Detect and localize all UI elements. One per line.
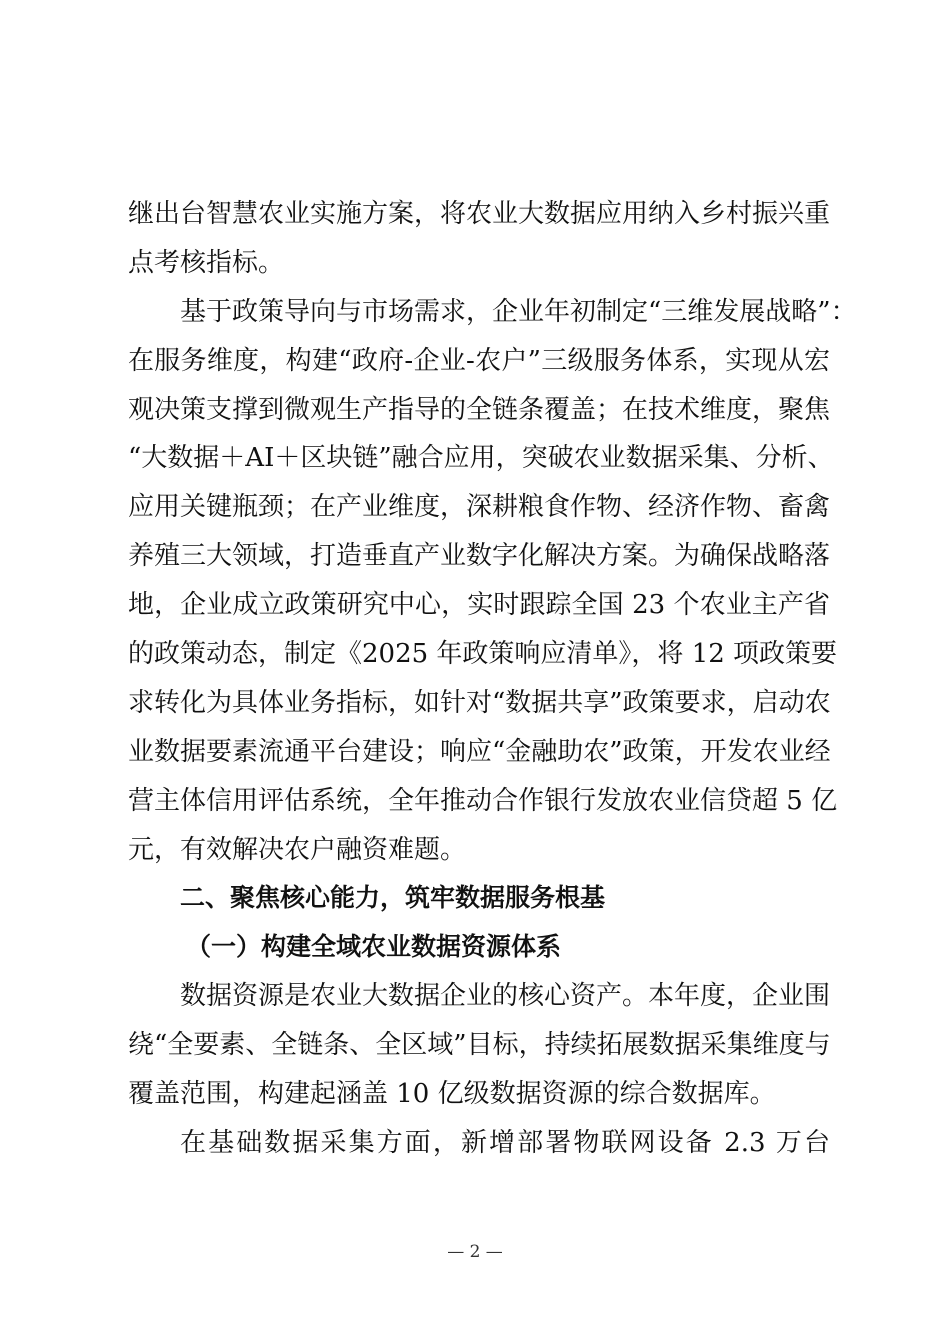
body-line: 求转化为具体业务指标，如针对“数据共享”政策要求，启动农 — [128, 687, 831, 718]
body-line: 的政策动态，制定《2025 年政策响应清单》，将 12 项政策要 — [128, 639, 838, 670]
body-line: 养殖三大领域，打造垂直产业数字化解决方案。为确保战略落 — [128, 541, 831, 572]
body-line: 元，有效解决农户融资难题。 — [128, 834, 467, 865]
body-line: 数据资源是农业大数据企业的核心资产。本年度，企业围 — [180, 981, 831, 1012]
body-line: 应用关键瓶颈；在产业维度，深耕粮食作物、经济作物、畜禽 — [128, 492, 831, 523]
subsection-heading: （一）构建全域农业数据资源体系 — [186, 932, 562, 962]
document-body — [128, 190, 857, 1168]
page-number: — 2 — — [447, 1242, 503, 1262]
body-line: 地，企业成立政策研究中心，实时跟踪全国 23 个农业主产省 — [128, 590, 830, 621]
body-line: 基于政策导向与市场需求，企业年初制定“三维发展战略”： — [180, 296, 857, 327]
body-line: 业数据要素流通平台建设；响应“金融助农”政策，开发农业经 — [128, 736, 831, 767]
body-line: “大数据＋AI＋区块链”融合应用，突破农业数据采集、分析、 — [128, 443, 834, 474]
section-heading: 二、聚焦核心能力，筑牢数据服务根基 — [180, 883, 606, 913]
body-line: 在基础数据采集方面，新增部署物联网设备 2.3 万台 — [180, 1127, 830, 1158]
body-line: 点考核指标。 — [128, 247, 285, 278]
body-line: 营主体信用评估系统，全年推动合作银行发放农业信贷超 5 亿 — [128, 785, 838, 816]
body-line: 在服务维度，构建“政府-企业-农户”三级服务体系，实现从宏 — [128, 345, 830, 376]
body-line: 继出台智慧农业实施方案，将农业大数据应用纳入乡村振兴重 — [128, 199, 831, 229]
body-line: 绕“全要素、全链条、全区域”目标，持续拓展数据采集维度与 — [128, 1030, 831, 1061]
body-line: 覆盖范围，构建起涵盖 10 亿级数据资源的综合数据库。 — [128, 1079, 776, 1110]
body-line: 观决策支撑到微观生产指导的全链条覆盖；在技术维度，聚焦 — [128, 394, 831, 425]
